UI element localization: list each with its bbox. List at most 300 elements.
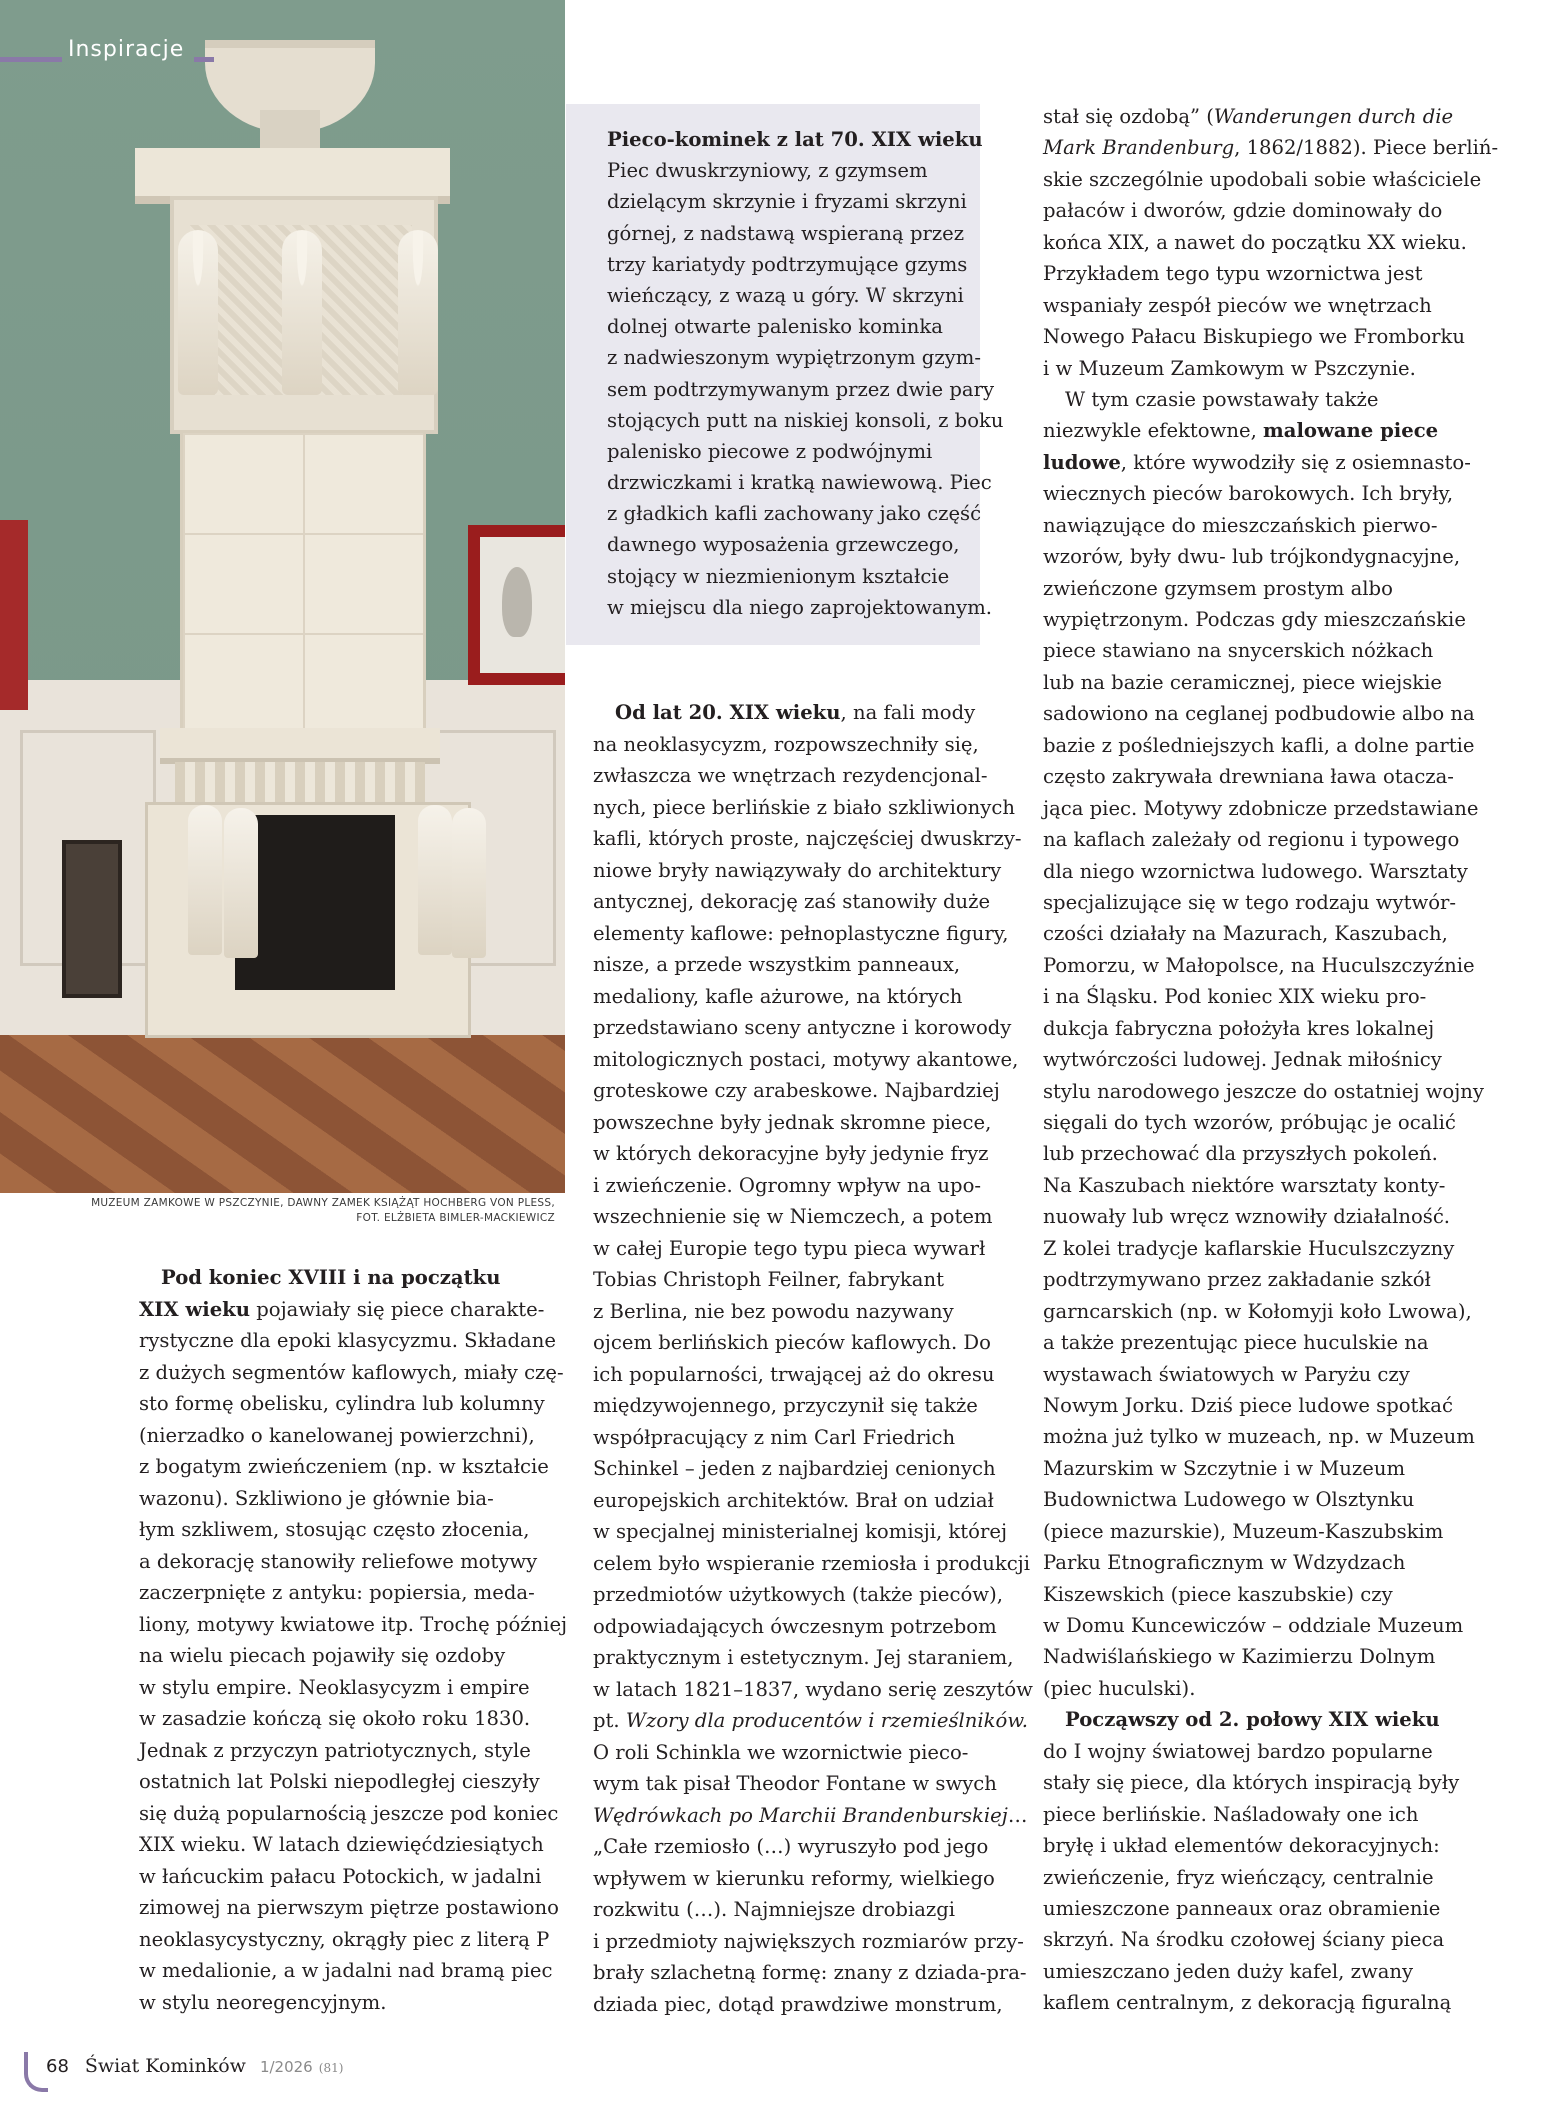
line-text: nawiązujące do mieszczańskich pierwo-	[1043, 513, 1438, 537]
line-text: bazie z pośledniejszych kafli, a dolne partie	[1043, 733, 1475, 757]
line-text: elementy kaflowe: pełnoplastyczne figury,	[593, 921, 1009, 945]
line-text: stojący w niezmienionym kształcie	[607, 564, 950, 588]
fireplace-mantel	[160, 728, 440, 764]
line-text: ostatnich lat Polski niepodległej cieszyły	[139, 1770, 540, 1793]
stove-photo	[0, 0, 565, 1193]
line-text: drzwiczkami i kratką nawiewową. Piec	[607, 471, 992, 495]
parquet-floor	[0, 1035, 565, 1193]
line-text: dolnej otwarte palenisko kominka	[607, 315, 943, 339]
caption-line: FOT. ELŻBIETA BIMLER-MACKIEWICZ	[356, 1212, 555, 1224]
magazine-title: Świat Kominków	[84, 2055, 246, 2077]
text-line	[1043, 1076, 1498, 1107]
line-text: Nowego Pałacu Biskupiego we Fromborku	[1043, 325, 1466, 349]
line-text: stylu narodowego jeszcze do ostatniej wojny	[1043, 1079, 1484, 1103]
text-line	[139, 1546, 567, 1578]
line-text: celem było wspieranie rzemiosła i produkcji	[593, 1551, 1031, 1575]
text-line	[139, 1640, 567, 1672]
section-rule	[194, 57, 214, 62]
bold-text: Od lat 20. XIX wieku	[615, 701, 841, 724]
urn-base	[260, 110, 320, 150]
line-text: do I wojny światowej bardzo popularne	[1043, 1739, 1433, 1763]
text-line	[607, 218, 1004, 249]
text-line	[1043, 1359, 1498, 1390]
text-line	[593, 1705, 1033, 1737]
text-line	[1043, 195, 1498, 226]
text-line	[1043, 981, 1498, 1012]
text-line	[593, 1989, 1033, 2021]
text-line	[139, 1294, 567, 1326]
text-line	[1043, 1107, 1498, 1138]
text-line	[1043, 164, 1498, 195]
text-line	[593, 1831, 1033, 1863]
text-line	[139, 1388, 567, 1420]
line-text: ich popularności, trwającej aż do okresu	[593, 1362, 995, 1386]
line-text: lub przechować dla przyszłych pokoleń.	[1043, 1142, 1438, 1166]
text-line	[1043, 1579, 1498, 1610]
middle-column	[593, 697, 1033, 2020]
line-text: umieszczano jeden duży kafel, zwany	[1043, 1959, 1414, 1983]
line-text: zaczerpnięte z antyku: popiersia, meda-	[139, 1581, 535, 1604]
line-text: pałaców i dworów, gdzie dominowały do	[1043, 199, 1443, 223]
line-text: wpływem w kierunku reformy, wielkiego	[593, 1866, 995, 1890]
text-line	[593, 697, 1033, 729]
line-text: „Całe rzemiosło (…) wyruszyło pod jego	[593, 1835, 989, 1858]
text-line	[593, 886, 1033, 918]
text-line	[593, 1390, 1033, 1422]
line-text: z nadwieszonym wypiętrzonym gzym-	[607, 346, 981, 370]
line-text: w zasadzie kończą się około roku 1830.	[139, 1707, 531, 1730]
line-text: Mazurskim w Szczytnie i w Muzeum	[1043, 1456, 1406, 1480]
text-line	[593, 918, 1033, 950]
text-line	[593, 792, 1033, 824]
line-text: Przykładem tego typu wzornictwa jest	[1043, 262, 1423, 286]
issue-number: 1/2026	[259, 2058, 313, 2076]
line-text: w miejscu dla niego zaprojektowanym.	[607, 595, 993, 619]
text-line	[593, 1422, 1033, 1454]
text-line	[1043, 887, 1498, 918]
section-label: Inspiracje	[68, 37, 185, 62]
text-line	[1043, 1296, 1498, 1327]
line-text: O roli Schinkla we wzornictwie pieco-	[593, 1740, 969, 1764]
text-line	[1043, 1830, 1498, 1861]
line-text: europejskich architektów. Brał on udział	[593, 1488, 994, 1512]
text-line	[607, 280, 1004, 311]
painting-frame-left	[0, 520, 28, 710]
line-text: i przedmioty największych rozmiarów przy-	[593, 1929, 1024, 1953]
line-text: wszechnienie się w Niemczech, a potem	[593, 1205, 993, 1228]
text-line	[139, 1357, 567, 1389]
line-text: umieszczone panneaux oraz obramienie	[1043, 1896, 1441, 1920]
text-line	[1043, 793, 1498, 824]
line-text: (piece mazurskie), Muzeum-Kaszubskim	[1043, 1519, 1444, 1543]
line-text: (nierzadko o kanelowanej powierzchni),	[139, 1423, 535, 1447]
text-line	[1043, 1390, 1498, 1421]
line-text: dla niego wzornictwa ludowego. Warsztaty	[1043, 859, 1468, 883]
text-line	[139, 1924, 567, 1956]
stove-side-doors	[62, 840, 122, 998]
text-line	[1043, 1862, 1498, 1893]
line-text: wym tak pisał Theodor Fontane w swych	[593, 1772, 997, 1795]
text-line	[1043, 1956, 1498, 1987]
text-line	[139, 1483, 567, 1515]
line-text: wiecznych pieców barokowych. Ich bryły,	[1043, 482, 1454, 506]
line-text: stojących putt na niskiej konsoli, z boku	[607, 408, 1004, 432]
text-line	[1043, 1987, 1498, 2018]
line-text: Na Kaszubach niektóre warsztaty konty-	[1043, 1173, 1446, 1197]
text-line	[593, 1926, 1033, 1958]
line-text: współpracujący z nim Carl Friedrich	[593, 1425, 956, 1449]
line-text: wzorów, były dwu- lub trójkondygnacyjne,	[1043, 545, 1461, 569]
text-line	[607, 529, 1004, 560]
text-line	[607, 374, 1004, 405]
line-text: pt.	[593, 1709, 626, 1732]
italic-text: Wanderungen durch die	[1213, 105, 1454, 128]
bold-text: Pieco-kominek z lat 70. XIX wieku	[607, 128, 983, 151]
line-text: palenisko piecowe z podwójnymi	[607, 439, 933, 463]
line-text: w stylu empire. Neoklasycyzm i empire	[139, 1675, 530, 1699]
line-text: dukcja fabryczna położyła kres lokalnej	[1043, 1016, 1435, 1040]
text-line	[593, 1579, 1033, 1611]
text-line	[1043, 1924, 1498, 1955]
text-line	[593, 1233, 1033, 1265]
text-line	[139, 1420, 567, 1452]
text-line	[139, 1577, 567, 1609]
line-text: w których dekoracyjne były jedynie fryz	[593, 1142, 989, 1165]
line-text: na neoklasycyzm, rozpowszechniły się,	[593, 732, 979, 756]
line-text: trzy kariatydy podtrzymujące gzyms	[607, 252, 968, 276]
text-line	[607, 155, 1004, 186]
text-line	[593, 1138, 1033, 1170]
text-line	[1043, 1013, 1498, 1044]
stove-tiled-body	[180, 430, 426, 736]
line-text: groteskowe czy arabeskowe. Najbardziej	[593, 1079, 1000, 1102]
putto-figure	[224, 808, 258, 958]
line-text: zwłaszcza we wnętrzach rezydencjonal-	[593, 764, 988, 787]
bold-text: Pod koniec XVIII i na początku	[161, 1266, 501, 1289]
line-text: Schinkel – jeden z najbardziej cenionych	[593, 1457, 996, 1480]
line-text: piece berlińskie. Naśladowały one ich	[1043, 1802, 1419, 1826]
text-line	[1043, 918, 1498, 949]
line-text: pojawiały się piece charakte-	[250, 1297, 545, 1321]
text-line	[1043, 1201, 1498, 1232]
line-text: mitologicznych postaci, motywy akantowe,	[593, 1047, 1019, 1071]
line-text: , które wywodziły się z osiemnasto-	[1120, 450, 1471, 474]
text-line	[139, 1766, 567, 1798]
text-line	[593, 1611, 1033, 1643]
line-text: można już tylko w muzeach, np. w Muzeum	[1043, 1425, 1475, 1449]
text-line	[593, 1894, 1033, 1926]
line-text: wspaniały zespół pieców we wnętrzach	[1043, 293, 1432, 317]
text-line	[139, 1861, 567, 1893]
line-text: liony, motywy kwiatowe itp. Trochę później	[139, 1612, 568, 1636]
text-line	[1043, 1233, 1498, 1264]
line-text: rozkwitu (…). Najmniejsze drobiazgi	[593, 1898, 956, 1921]
line-text: sadowiono na ceglanej podbudowie albo na	[1043, 702, 1475, 726]
line-text: i na Śląsku. Pod koniec XIX wieku pro-	[1043, 985, 1427, 1009]
line-text: a dekorację stanowiły reliefowe motywy	[139, 1549, 538, 1573]
text-line	[1043, 541, 1498, 572]
text-line	[593, 1768, 1033, 1800]
line-text: ojcem berlińskich pieców kaflowych. Do	[593, 1331, 991, 1354]
text-line	[593, 760, 1033, 792]
text-line	[1043, 290, 1498, 321]
text-line	[593, 1012, 1033, 1044]
line-text: w Domu Kuncewiczów – oddziale Muzeum	[1043, 1614, 1464, 1637]
line-text: z Berlina, nie bez powodu nazywany	[593, 1299, 954, 1323]
caryatid-figure	[282, 230, 322, 395]
section-rule	[0, 57, 62, 62]
text-line	[1043, 478, 1498, 509]
text-line	[593, 1453, 1033, 1485]
line-text: Budownictwa Ludowego w Olsztynku	[1043, 1488, 1415, 1512]
text-line	[593, 1044, 1033, 1076]
line-text: dzielącym skrzynie i fryzami skrzyni	[607, 190, 967, 214]
text-line	[593, 1863, 1033, 1895]
page-number: 68	[46, 2056, 69, 2077]
line-text: Z kolei tradycje kaflarskie Huculszczyzny	[1043, 1236, 1455, 1260]
line-text: czości działały na Mazurach, Kaszubach,	[1043, 922, 1448, 946]
photo-caption	[91, 1196, 555, 1226]
text-line	[139, 1609, 567, 1641]
line-text: Tobias Christoph Feilner, fabrykant	[593, 1268, 944, 1291]
text-line	[593, 1516, 1033, 1548]
text-line	[139, 1955, 567, 1987]
line-text: piece stawiano na snycerskich nóżkach	[1043, 639, 1434, 663]
text-line	[1043, 1767, 1498, 1798]
line-text: na kaflach zależały od regionu i typowego	[1043, 828, 1460, 852]
page-footer	[46, 2054, 343, 2080]
line-text: Nadwiślańskiego w Kazimierzu Dolnym	[1043, 1645, 1436, 1669]
line-text: Piec dwuskrzyniowy, z gzymsem	[607, 159, 928, 183]
painting-frame	[468, 525, 565, 685]
text-line	[139, 1829, 567, 1861]
text-line	[607, 405, 1004, 436]
line-text: powszechne były jednak skromne piece,	[593, 1110, 992, 1134]
line-text: …	[1007, 1803, 1028, 1827]
text-line	[1043, 447, 1498, 478]
text-line	[593, 823, 1033, 855]
line-text: wieńczący, z wazą u góry. W skrzyni	[607, 283, 964, 307]
putto-figure	[188, 805, 222, 955]
line-text: w całej Europie tego typu pieca wywarł	[593, 1236, 986, 1260]
text-line	[1043, 667, 1498, 698]
text-line	[139, 1672, 567, 1704]
bold-text: XIX wieku	[139, 1297, 250, 1321]
text-line	[1043, 353, 1498, 384]
text-line	[593, 1107, 1033, 1139]
text-line	[1043, 1799, 1498, 1830]
bold-text: Począwszy od 2. połowy XIX wieku	[1065, 1708, 1440, 1732]
text-line	[139, 1325, 567, 1357]
line-text: nisze, a przede wszystkim panneaux,	[593, 953, 961, 976]
text-line	[1043, 132, 1498, 163]
text-line	[1043, 1421, 1498, 1452]
text-line	[1043, 950, 1498, 981]
line-text: , 1862/1882). Piece berliń-	[1234, 136, 1499, 160]
caryatid-figure	[178, 230, 218, 395]
line-text: antycznej, dekorację zaś stanowiły duże	[593, 890, 991, 913]
text-line	[607, 436, 1004, 467]
line-text: i w Muzeum Zamkowym w Pszczynie.	[1043, 356, 1416, 380]
text-line	[607, 592, 1004, 623]
line-text: sto formę obelisku, cylindra lub kolumny	[139, 1392, 545, 1415]
text-line	[139, 1703, 567, 1735]
text-line	[1043, 761, 1498, 792]
folio-bracket	[24, 2052, 48, 2092]
text-line	[1043, 1044, 1498, 1075]
putto-figure	[452, 808, 486, 958]
line-text: lub na bazie ceramicznej, piece wiejskie	[1043, 670, 1443, 694]
line-text: Nowym Jorku. Dziś piece ludowe spotkać	[1043, 1393, 1453, 1417]
right-column	[1043, 101, 1498, 2019]
text-line	[1043, 604, 1498, 635]
text-line	[1043, 227, 1498, 258]
text-line	[593, 949, 1033, 981]
text-line	[593, 1075, 1033, 1107]
text-line	[607, 186, 1004, 217]
text-line	[1043, 1673, 1498, 1704]
text-line	[593, 1485, 1033, 1517]
line-text: w latach 1821–1837, wydano serię zeszytów	[593, 1677, 1033, 1701]
line-text: W tym czasie powstawały także	[1065, 387, 1379, 411]
line-text: jąca piec. Motywy zdobnicze przedstawiane	[1043, 796, 1479, 820]
text-line	[593, 1957, 1033, 1989]
text-line	[593, 1264, 1033, 1296]
line-text: stał się ozdobą” (	[1043, 105, 1214, 128]
line-text: na wielu piecach pojawiły się ozdoby	[139, 1644, 506, 1667]
text-line	[607, 498, 1004, 529]
text-line	[1043, 1641, 1498, 1672]
text-line	[1043, 1893, 1498, 1924]
line-text: przedmiotów użytkowych (także pieców),	[593, 1583, 1003, 1606]
line-text: kaflem centralnym, z dekoracją figuralną	[1043, 1991, 1452, 2015]
text-line	[1043, 635, 1498, 666]
line-text: w specjalnej ministerialnej komisji, której	[593, 1520, 1008, 1543]
line-text: wystawach światowych w Paryżu czy	[1043, 1362, 1410, 1386]
text-line	[607, 342, 1004, 373]
text-line	[593, 1642, 1033, 1674]
text-line	[593, 729, 1033, 761]
text-line	[139, 1987, 567, 2019]
line-text: niezwykle efektowne,	[1043, 419, 1264, 443]
line-text: dziada piec, dotąd prawdziwe monstrum,	[593, 1992, 1003, 2016]
line-text: Pomorzu, w Małopolsce, na Huculszczyźnie	[1043, 953, 1475, 977]
line-text: podtrzymywano przez zakładanie szkół	[1043, 1268, 1431, 1292]
text-line	[1043, 1453, 1498, 1484]
line-text: wazonu). Szkliwiono je głównie bia-	[139, 1486, 494, 1510]
text-line	[1043, 415, 1498, 446]
line-text: zimowej na pierwszym piętrze postawiono	[139, 1896, 559, 1919]
line-text: odpowiadających ówczesnym potrzebom	[593, 1614, 997, 1638]
italic-text: Mark Brandenburg	[1043, 136, 1235, 160]
text-line	[1043, 1704, 1498, 1735]
line-text: skie szczególnie upodobali sobie właściciele	[1043, 167, 1482, 191]
line-text: w medalionie, a w jadalni nad bramą piec	[139, 1959, 553, 1982]
line-text: w łańcuckim pałacu Potockich, w jadalni	[139, 1864, 542, 1888]
text-line	[593, 1296, 1033, 1328]
text-line	[1043, 730, 1498, 761]
line-text: nuowały lub wręcz wznowiły działalność.	[1043, 1205, 1451, 1229]
line-text: łym szkliwem, stosując często złocenia,	[139, 1518, 530, 1541]
line-text: kafli, których proste, najczęściej dwuskrzy-	[593, 827, 1022, 850]
line-text: medaliony, kafle ażurowe, na których	[593, 984, 963, 1008]
line-text: górnej, z nadstawą wspieraną przez	[607, 221, 965, 245]
fireplace-frieze	[175, 762, 425, 802]
line-text: Parku Etnograficznym w Wdzydzach	[1043, 1551, 1406, 1575]
italic-text: Wzory dla producentów i rzemieślników.	[625, 1709, 1029, 1732]
line-text: i zwieńczenie. Ogromny wpływ na upo-	[593, 1173, 982, 1197]
caryatid-figure	[398, 230, 438, 395]
line-text: skrzyń. Na środku czołowej ściany pieca	[1043, 1928, 1445, 1952]
text-line	[1043, 1547, 1498, 1578]
line-text: brały szlachetną formę: znany z dziada-pra-	[593, 1961, 1027, 1984]
line-text: sięgali do tych wzorów, próbując je ocalić	[1043, 1111, 1456, 1134]
text-line	[139, 1451, 567, 1483]
bold-text: ludowe	[1043, 450, 1121, 474]
italic-text: Wędrówkach po Marchii Brandenburskiej	[593, 1803, 1008, 1827]
bold-text: malowane piece	[1263, 419, 1439, 443]
line-text: zwieńczone gzymsem prostym albo	[1043, 576, 1393, 600]
line-text: międzywojennego, przyczynił się także	[593, 1394, 978, 1417]
text-line	[607, 467, 1004, 498]
text-line	[1043, 321, 1498, 352]
line-text: praktycznym i estetycznym. Jej staraniem,	[593, 1646, 1014, 1669]
line-text: niowe bryły nawiązywały do architektury	[593, 858, 1002, 882]
text-line	[607, 249, 1004, 280]
text-line	[1043, 1170, 1498, 1201]
text-line	[1043, 1610, 1498, 1641]
text-line	[593, 1737, 1033, 1769]
line-text: zwieńczenie, fryz wieńczący, centralnie	[1043, 1865, 1434, 1889]
line-text: Kiszewskich (piece kaszubskie) czy	[1043, 1582, 1393, 1606]
text-line	[1043, 101, 1498, 132]
text-line	[593, 1674, 1033, 1706]
line-text: z dużych segmentów kaflowych, miały czę-	[139, 1360, 564, 1384]
line-text: rystyczne dla epoki klasycyzmu. Składane	[139, 1329, 556, 1352]
text-line	[607, 561, 1004, 592]
line-text: w stylu neoregencyjnym.	[139, 1990, 387, 2014]
text-line	[1043, 1736, 1498, 1767]
line-text: z gładkich kafli zachowany jako część	[607, 502, 982, 526]
line-text: a także prezentując piece huculskie na	[1043, 1331, 1429, 1355]
line-text: wypiętrzonym. Podczas gdy mieszczańskie	[1043, 608, 1466, 631]
line-text: przedstawiano sceny antyczne i korowody	[593, 1016, 1012, 1039]
text-line	[139, 1262, 567, 1294]
line-text: bryłę i układ elementów dekoracyjnych:	[1043, 1834, 1440, 1858]
line-text: (piec huculski).	[1043, 1676, 1196, 1700]
line-text: sem podtrzymywanym przez dwie pary	[607, 377, 995, 401]
text-line	[139, 1892, 567, 1924]
text-line	[593, 1170, 1033, 1202]
text-line	[139, 1514, 567, 1546]
text-line	[1043, 856, 1498, 887]
text-line	[593, 1359, 1033, 1391]
caption-line: MUZEUM ZAMKOWE W PSZCZYNIE, DAWNY ZAMEK KSIĄŻĄT HOCHBERG VON PLESS,	[91, 1197, 555, 1209]
text-line	[1043, 824, 1498, 855]
line-text: z bogatym zwieńczeniem (np. w kształcie	[139, 1455, 549, 1478]
line-text: XIX wieku. W latach dziewięćdziesiątych	[139, 1833, 544, 1856]
text-line	[1043, 258, 1498, 289]
text-line	[593, 1327, 1033, 1359]
text-line	[1043, 384, 1498, 415]
line-text: stały się piece, dla których inspiracją były	[1043, 1771, 1460, 1795]
text-line	[593, 855, 1033, 887]
text-line	[1043, 510, 1498, 541]
line-text: garncarskich (np. w Kołomyji koło Lwowa),	[1043, 1299, 1472, 1323]
text-line	[593, 1548, 1033, 1580]
line-text: nych, piece berlińskie z biało szkliwionych	[593, 795, 1015, 819]
putto-figure	[418, 805, 452, 955]
